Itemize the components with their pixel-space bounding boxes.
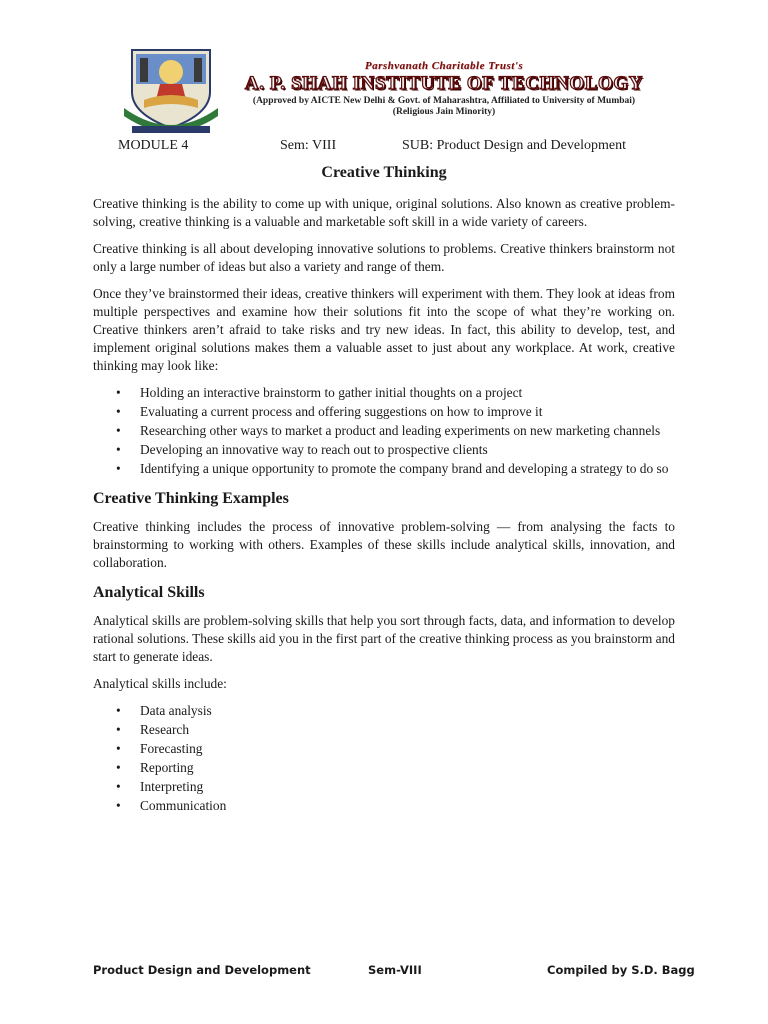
paragraph: Creative thinking includes the process of innovative problem-solving — from analysing the facts to brainstorming to working with others. Examples of these skills include analytical skills, innovation, and collaboration.: [93, 519, 675, 570]
list-item: • Interpreting: [93, 778, 675, 796]
footer-semester: Sem-VIII: [368, 963, 422, 977]
footer-author: Compiled by S.D. Bagg: [547, 963, 695, 977]
list-item: • Researching other ways to market a product and leading experiments on new marketing channels: [93, 422, 675, 440]
approval-line: (Approved by AICTE New Delhi & Govt. of Maharashtra, Affiliated to University of Mumbai): [252, 96, 636, 106]
paragraph: Creative thinking is all about developing innovative solutions to problems. Creative thinkers brainstorm not only a large number of ideas but also a variety and range of them.: [93, 241, 675, 274]
list-item: • Evaluating a current process and offering suggestions on how to improve it: [93, 403, 675, 421]
subject-label: SUB: Product Design and Development: [402, 138, 626, 153]
section-heading-examples: Creative Thinking Examples: [93, 490, 289, 507]
list-item: • Holding an interactive brainstorm to gather initial thoughts on a project: [93, 384, 675, 402]
minority-line: (Religious Jain Minority): [392, 107, 496, 117]
footer-subject: Product Design and Development: [93, 963, 311, 977]
institute-name: A. P. SHAH INSTITUTE OF TECHNOLOGY: [244, 73, 644, 94]
paragraph: Analytical skills include:: [93, 676, 227, 691]
paragraph: Once they’ve brainstormed their ideas, creative thinkers will experiment with them. They look at ideas from multiple perspectives and examine how their solutions fit into the scope of what they’re working on. Creative thinkers aren’t afraid to take risks and try new ideas. In fact, this ability to develop, test, and implement original solutions makes them a valuable asset to just about any workplace. At work, creative thinking may look like:: [93, 286, 675, 373]
list-item: • Identifying a unique opportunity to promote the company brand and developing a strategy to do so: [93, 460, 675, 478]
analytical-skills-list: [93, 702, 675, 815]
list-item: • Forecasting: [93, 740, 675, 758]
section-heading-analytical: Analytical Skills: [93, 584, 205, 601]
institute-crest-icon: [114, 44, 228, 136]
document-body: [93, 195, 675, 825]
list-item: • Data analysis: [93, 702, 675, 720]
workplace-list: [93, 384, 675, 478]
page-title: Creative Thinking: [321, 164, 447, 181]
institute-brand: [236, 60, 652, 117]
semester-label: Sem: VIII: [280, 138, 337, 153]
list-item: • Reporting: [93, 759, 675, 777]
trust-name: Parshvanath Charitable Trust's: [364, 60, 524, 72]
list-item: • Research: [93, 721, 675, 739]
module-label: MODULE 4: [118, 138, 189, 153]
paragraph: Creative thinking is the ability to come up with unique, original solutions. Also known as creative problem-solving, creative thinking is a valuable and marketable soft skill in a wide variety of careers.: [93, 196, 675, 229]
paragraph: Analytical skills are problem-solving skills that help you sort through facts, data, and information to develop rational solutions. These skills aid you in the first part of the creative thinking process as you brainstorm and start to generate ideas.: [93, 613, 676, 664]
list-item: • Developing an innovative way to reach out to prospective clients: [93, 441, 675, 459]
list-item: • Communication: [93, 797, 675, 815]
